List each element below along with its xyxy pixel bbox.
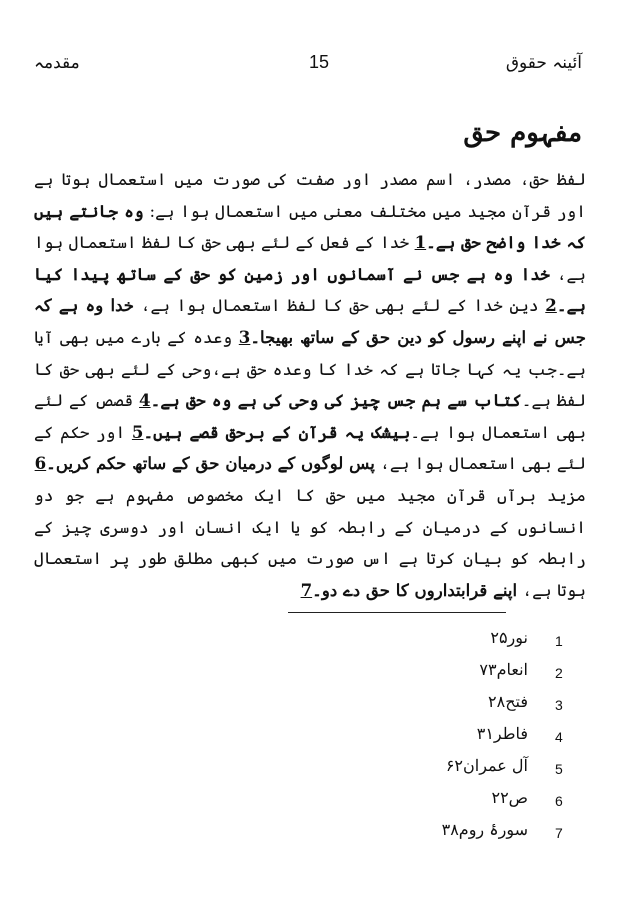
footnote-citation: سورۂ روم۳۸ bbox=[441, 820, 528, 839]
footnote-item bbox=[0, 817, 638, 849]
footnote-item bbox=[0, 753, 638, 785]
body-text-run: وعدہ کے بارے میں بھی آیا ہے۔جب یہ کہا جاتا ہے کہ خدا کا وعدہ حق ہے،وحی کے لئے بھی حق کا لفظ ہے۔ bbox=[34, 327, 586, 411]
footnote-item bbox=[0, 689, 638, 721]
footnote-item bbox=[0, 625, 638, 657]
quoted-verse: وہ جانتے ہیں کہ خدا واضح حق ہے۔ bbox=[34, 200, 586, 253]
footnote-reference: 6 bbox=[34, 453, 47, 474]
footnote-number: 2 bbox=[555, 665, 563, 681]
footnote-number: 4 bbox=[555, 729, 563, 745]
body-text-run: خدا کے فعل کے لئے بھی حق کا لفظ استعمال ہوا ہے، bbox=[34, 233, 586, 284]
footnote-citation: انعام۷۳ bbox=[479, 660, 528, 679]
section-heading: مفہوم حق bbox=[463, 118, 582, 148]
footnote-reference: 2 bbox=[545, 295, 557, 316]
footnote-item bbox=[0, 657, 638, 689]
footnote-citation: نور۲۵ bbox=[490, 628, 528, 647]
footnote-number: 7 bbox=[555, 825, 563, 841]
page-number: 15 bbox=[308, 52, 330, 72]
footnote-citation: ص۲۲ bbox=[491, 788, 528, 807]
footnote-reference: 7 bbox=[300, 579, 313, 600]
body-text-run: اور حکم کے لئے بھی استعمال ہوا ہے، bbox=[34, 422, 586, 474]
body-text-run: دین خدا کے لئے بھی حق کا لفظ استعمال ہوا ہے، bbox=[134, 296, 546, 316]
footnotes-list bbox=[0, 625, 638, 849]
quoted-verse: اپنے قرابتداروں کا حق دے دو۔ bbox=[312, 579, 518, 600]
quoted-verse: بیشک یہ قرآن کے برحق قصے ہیں۔ bbox=[143, 421, 411, 442]
quoted-verse: کتاب سے ہم جس چیز کی وحی کی ہے وہ حق ہے۔ bbox=[150, 390, 522, 411]
body-text-run: مزید برآں قرآن مجید میں حق کا ایک مخصوص مفہوم ہے جو دو انسانوں کے درمیان کے رابطہ کو یا ایک انسان اور دوسری چیز کے رابطہ کو بیان کرتا ہے اس صورت میں کبھی مطلق طور پر استعمال ہوتا ہے، bbox=[34, 485, 586, 600]
footnote-item bbox=[0, 785, 638, 817]
footnote-number: 3 bbox=[555, 697, 563, 713]
footnote-item bbox=[0, 721, 638, 753]
body-text-run: قصص کے لئے بھی استعمال ہوا ہے۔ bbox=[34, 391, 587, 442]
footnote-citation: فاطر۳۱ bbox=[476, 724, 528, 743]
header-book-title: آئینہ حقوق bbox=[505, 53, 582, 73]
footnote-reference: 5 bbox=[131, 421, 144, 442]
footnote-reference: 1 bbox=[414, 232, 427, 253]
paragraph bbox=[34, 164, 586, 480]
footnote-number: 1 bbox=[555, 633, 563, 649]
footnote-number: 5 bbox=[555, 761, 563, 777]
body-text-run: لفظ حق، مصدر، اسم مصدر اور صفت کی صورت میں استعمال ہوتا ہے اور قرآن مجید میں مختلف معنی میں استعمال ہوا ہے: bbox=[34, 170, 586, 221]
footnote-citation: آل عمران۶۲ bbox=[445, 756, 528, 775]
footnote-divider bbox=[288, 612, 506, 613]
quoted-verse: پس لوگوں کے درمیان حق کے ساتھ حکم کریں۔ bbox=[46, 453, 375, 474]
body-text bbox=[34, 164, 586, 606]
quoted-verse: خدا وہ ہے کہ جس نے اپنے رسول کو دین حق کے ساتھ بھیجا۔ bbox=[34, 295, 586, 347]
header-section-title: مقدمہ bbox=[34, 53, 80, 73]
footnote-reference: 4 bbox=[139, 390, 151, 411]
footnote-reference: 3 bbox=[238, 326, 251, 347]
quoted-verse: خدا وہ ہے جس نے آسمانوں اور زمین کو حق کے ساتھ پیدا کیا ہے۔ bbox=[34, 263, 587, 316]
footnote-number: 6 bbox=[555, 793, 563, 809]
paragraph bbox=[34, 480, 586, 606]
footnote-citation: فتح۲۸ bbox=[488, 692, 528, 711]
